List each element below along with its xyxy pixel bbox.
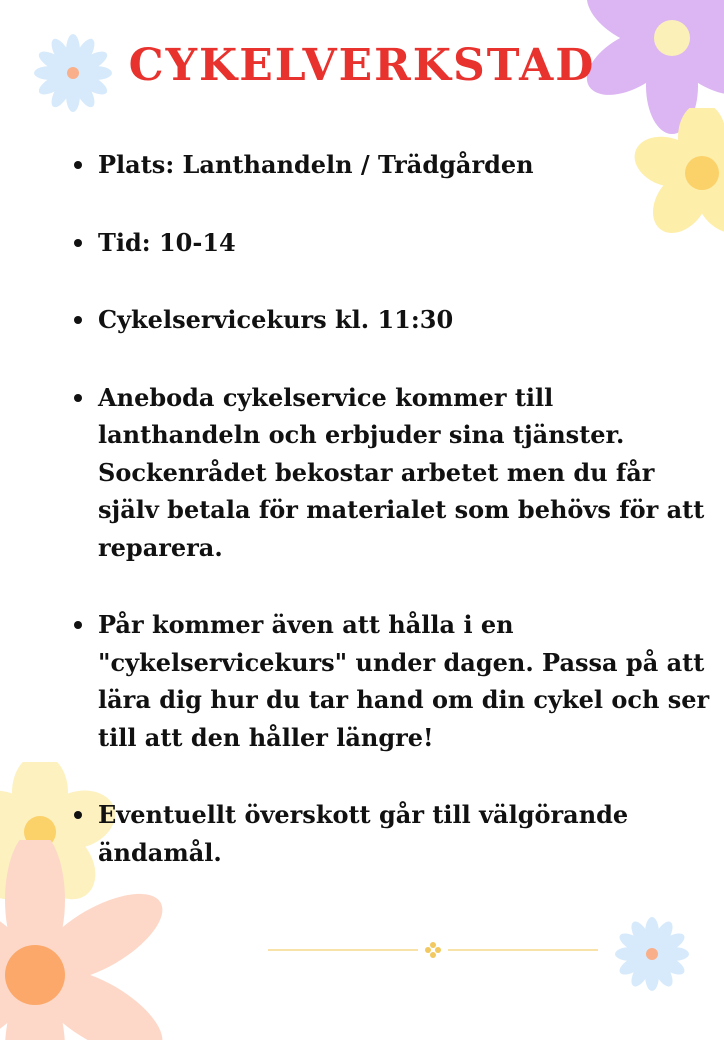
blue-flower-icon (612, 914, 692, 994)
list-item-course-info: Pår kommer även att hålla i en "cykelservicekurs" under dagen. Passa på att lära dig hur du tar hand om din cykel och ser till att den håller längre! (70, 606, 710, 756)
ornament-divider (268, 940, 598, 960)
list-item-service: Aneboda cykelservice kommer till lanthandeln och erbjuder sina tjänster. Sockenrådet bekostar arbetet men du får själv betala för materialet som behövs för att reparera. (70, 379, 710, 567)
info-list (70, 146, 710, 871)
list-item-place: Plats: Lanthandeln / Trädgården (70, 146, 710, 184)
list-item-surplus: Eventuellt överskott går till välgörande ändamål. (70, 796, 710, 871)
list-item-course: Cykelservicekurs kl. 11:30 (70, 301, 710, 339)
page-title: CYKELVERKSTAD (128, 40, 596, 91)
list-item-time: Tid: 10-14 (70, 224, 710, 262)
